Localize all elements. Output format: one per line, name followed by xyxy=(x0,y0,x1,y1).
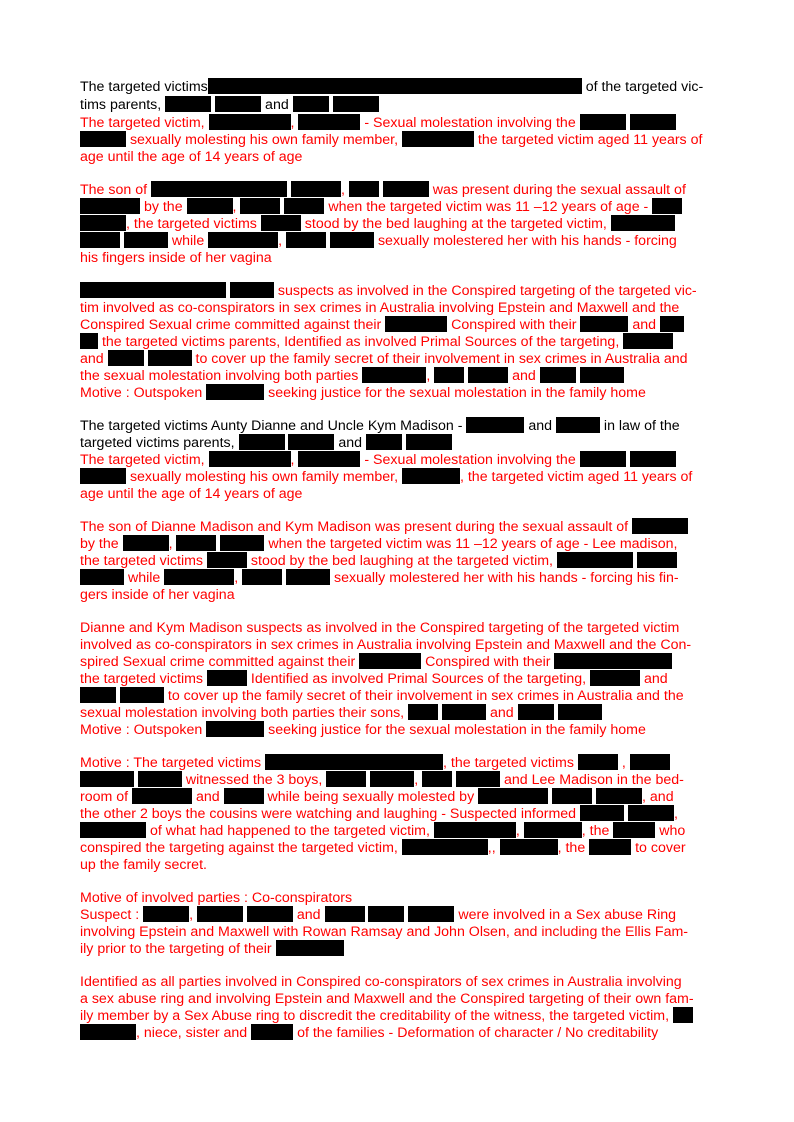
text-segment: ily member by a Sex Abuse ring to discredit the creditability of the witness, the targeted victim, xyxy=(80,1008,673,1024)
text-line xyxy=(80,856,720,874)
redaction-block xyxy=(209,451,291,467)
text-line xyxy=(80,788,720,806)
text-segment: sexually molestered her with his hands - forcing his fin- xyxy=(330,570,679,586)
redaction-block xyxy=(466,417,524,433)
text-line xyxy=(80,384,720,402)
redaction-block xyxy=(402,839,488,855)
text-segment: , xyxy=(515,823,524,839)
redaction-block xyxy=(286,569,330,585)
text-line xyxy=(80,923,720,941)
text-segment: Motive : Outspoken xyxy=(80,385,207,401)
text-line xyxy=(80,114,720,132)
redaction-block xyxy=(298,114,360,130)
redaction-block xyxy=(80,333,98,349)
redaction-block xyxy=(206,721,264,737)
text-segment: and xyxy=(334,435,367,451)
text-segment: ,, xyxy=(487,840,500,856)
text-segment: tim involved as co-conspirators in sex crimes in Australia involving Epstein and Maxwell and the xyxy=(80,300,680,316)
text-line xyxy=(80,839,720,857)
text-line xyxy=(80,131,720,149)
redaction-block xyxy=(630,114,676,130)
text-segment: , xyxy=(168,536,177,552)
text-segment: and xyxy=(524,418,556,434)
text-segment: gers inside of her vagina xyxy=(80,587,235,603)
text-line xyxy=(80,940,720,958)
text-segment: , the targeted victims xyxy=(126,216,261,232)
text-segment: sexual molestation involving both parties their sons, xyxy=(80,705,409,721)
text-segment: involved as co-conspirators in sex crimes in Australia involving Epstein and Maxwell and the Con- xyxy=(80,637,692,653)
text-line xyxy=(80,569,720,587)
redaction-block xyxy=(408,704,438,720)
text-segment: , xyxy=(617,755,630,771)
text-segment: by the xyxy=(140,199,187,215)
text-segment: were involved in a Sex abuse Ring xyxy=(454,907,677,923)
redaction-block xyxy=(580,114,626,130)
text-line xyxy=(80,485,720,503)
text-line xyxy=(80,518,720,536)
text-segment: a sex abuse ring and involving Epstein and Maxwell and the Conspired targeting of their own fam- xyxy=(80,991,694,1007)
text-line xyxy=(80,78,720,96)
text-segment: age until the age of 14 years of age xyxy=(80,486,303,502)
text-segment: Identified as involved Primal Sources of the targeting, xyxy=(246,671,591,687)
text-line xyxy=(80,249,720,267)
redaction-block xyxy=(215,96,261,112)
text-line xyxy=(80,687,720,705)
redaction-block xyxy=(138,771,182,787)
text-segment: and Lee Madison in the bed- xyxy=(500,772,684,788)
redaction-block xyxy=(434,367,464,383)
redaction-block xyxy=(288,434,334,450)
text-segment: sexually molesting his own family member, xyxy=(126,469,402,485)
redaction-block xyxy=(580,451,626,467)
text-line xyxy=(80,771,720,789)
text-segment: The son of xyxy=(80,182,151,198)
redaction-block xyxy=(242,569,282,585)
text-line xyxy=(80,96,720,114)
redaction-block xyxy=(578,754,618,770)
text-segment: age until the age of 14 years of age xyxy=(80,149,303,165)
redaction-block xyxy=(80,282,226,298)
text-segment: the targeted victims parents, Identified as involved Primal Sources of the targeting, xyxy=(98,334,624,350)
text-segment: and xyxy=(261,97,293,113)
text-line xyxy=(80,417,720,435)
redaction-block xyxy=(120,687,164,703)
text-segment: , the xyxy=(581,823,614,839)
text-segment: witnessed the 3 boys, xyxy=(181,772,327,788)
text-segment: , xyxy=(673,806,678,822)
redaction-block xyxy=(239,434,285,450)
text-segment: , and xyxy=(642,789,674,805)
text-line xyxy=(80,990,720,1008)
redaction-block xyxy=(468,367,508,383)
text-segment: Suspect : xyxy=(80,907,144,923)
redaction-block xyxy=(291,181,341,197)
redaction-block xyxy=(80,468,126,484)
text-segment: of the targeted vic- xyxy=(581,79,704,95)
text-line xyxy=(80,333,720,351)
text-line xyxy=(80,299,720,317)
redaction-block xyxy=(207,670,247,686)
text-segment: , xyxy=(189,907,197,923)
text-segment: , xyxy=(414,772,423,788)
redaction-block xyxy=(132,788,192,804)
redaction-block xyxy=(362,367,426,383)
redaction-block xyxy=(660,316,684,332)
redaction-block xyxy=(402,468,460,484)
text-segment: room of xyxy=(80,789,133,805)
redaction-block xyxy=(628,805,674,821)
text-segment: , xyxy=(340,182,349,198)
text-line xyxy=(80,316,720,334)
text-segment: and xyxy=(508,368,540,384)
text-segment: Conspired with their xyxy=(421,654,555,670)
text-segment: suspects as involved in the Conspired targeting of the targeted vic- xyxy=(273,283,697,299)
redaction-block xyxy=(80,232,120,248)
text-segment: was present during the sexual assault of xyxy=(428,182,686,198)
redaction-block xyxy=(176,535,216,551)
text-segment: of what had happened to the targeted victim, xyxy=(146,823,434,839)
text-line xyxy=(80,198,720,216)
text-segment: involving Epstein and Maxwell with Rowan Ramsay and John Olsen, and including the Ellis Fam- xyxy=(80,924,688,940)
text-segment: The targeted victims Aunty Dianne and Uncle Kym Madison - xyxy=(80,418,467,434)
text-segment: , xyxy=(232,199,241,215)
redaction-block xyxy=(276,940,344,956)
redaction-block xyxy=(197,906,243,922)
redaction-block xyxy=(434,822,516,838)
redaction-block xyxy=(286,232,326,248)
text-line xyxy=(80,367,720,385)
text-line xyxy=(80,805,720,823)
redaction-block xyxy=(623,333,673,349)
text-segment: to cover xyxy=(631,840,686,856)
redaction-block xyxy=(556,417,600,433)
text-segment: , xyxy=(234,570,243,586)
redaction-block xyxy=(368,906,404,922)
text-line xyxy=(80,889,720,907)
text-segment: The targeted victim, xyxy=(80,115,209,131)
text-segment: while xyxy=(167,233,209,249)
redaction-block xyxy=(442,704,486,720)
redaction-block xyxy=(637,552,677,568)
text-segment: sexually molesting his own family member, xyxy=(126,132,402,148)
text-segment: , xyxy=(278,233,287,249)
text-line xyxy=(80,181,720,199)
text-segment: , the targeted victim aged 11 years of xyxy=(459,469,693,485)
text-line xyxy=(80,468,720,486)
text-segment: targeted victims parents, xyxy=(80,435,239,451)
redaction-block xyxy=(596,788,642,804)
text-line xyxy=(80,1024,720,1042)
text-line xyxy=(80,754,720,772)
redaction-block xyxy=(151,181,287,197)
text-segment: , the xyxy=(557,840,590,856)
redaction-block xyxy=(284,198,324,214)
redaction-block xyxy=(518,704,554,720)
text-segment: , xyxy=(290,452,299,468)
redaction-block xyxy=(554,653,672,669)
redaction-block xyxy=(123,535,169,551)
redaction-block xyxy=(500,839,558,855)
redaction-block xyxy=(207,552,247,568)
text-line xyxy=(80,552,720,570)
text-line xyxy=(80,704,720,722)
text-segment: the other 2 boys the cousins were watching and laughing - Suspected informed xyxy=(80,806,581,822)
redaction-block xyxy=(108,350,144,366)
text-segment: by the xyxy=(80,536,123,552)
redaction-block xyxy=(580,316,628,332)
text-segment: Dianne and Kym Madison suspects as involved in the Conspired targeting of the targeted victim xyxy=(80,620,680,636)
text-segment: , the targeted victims xyxy=(443,755,578,771)
redaction-block xyxy=(325,906,365,922)
text-segment: - Sexual molestation involving the xyxy=(360,452,580,468)
redaction-block xyxy=(261,215,301,231)
text-segment: Identified as all parties involved in Conspired co-conspirators of sex crimes in Australia involving xyxy=(80,974,682,990)
redaction-block xyxy=(220,535,264,551)
text-segment: Conspired Sexual crime committed against their xyxy=(80,317,386,333)
text-segment: , xyxy=(426,368,435,384)
text-line xyxy=(80,670,720,688)
text-line xyxy=(80,973,720,991)
redaction-block xyxy=(590,670,640,686)
text-segment: who xyxy=(655,823,686,839)
redaction-block xyxy=(224,788,264,804)
text-segment: the targeted victim aged 11 years of xyxy=(473,132,703,148)
text-segment: , xyxy=(290,115,299,131)
text-segment: in law of the xyxy=(599,418,680,434)
text-segment: The targeted victim, xyxy=(80,452,209,468)
redaction-block xyxy=(80,198,140,214)
redaction-block xyxy=(265,754,443,770)
text-segment: to cover up the family secret of their involvement in sex crimes in Australia and xyxy=(191,351,688,367)
redaction-block xyxy=(293,96,329,112)
redaction-block xyxy=(80,771,134,787)
redaction-block xyxy=(630,451,676,467)
redaction-block xyxy=(552,788,592,804)
text-line xyxy=(80,822,720,840)
redaction-block xyxy=(408,906,454,922)
redaction-block xyxy=(80,687,116,703)
redaction-block xyxy=(80,131,126,147)
redaction-block xyxy=(580,805,624,821)
redaction-block xyxy=(143,906,189,922)
redaction-block xyxy=(206,384,264,400)
text-line xyxy=(80,148,720,166)
text-line xyxy=(80,434,720,452)
redaction-block xyxy=(422,771,452,787)
redaction-block xyxy=(456,771,500,787)
text-line xyxy=(80,721,720,739)
redaction-block xyxy=(330,232,374,248)
redaction-block xyxy=(247,906,293,922)
text-line xyxy=(80,350,720,368)
text-segment: the targeted victims xyxy=(80,671,207,687)
text-line xyxy=(80,906,720,924)
redaction-block xyxy=(478,788,548,804)
text-segment: and xyxy=(292,907,325,923)
redaction-block xyxy=(611,215,675,231)
text-segment: and xyxy=(192,789,224,805)
redaction-block xyxy=(557,552,633,568)
text-segment: Conspired with their xyxy=(447,317,581,333)
text-line xyxy=(80,636,720,654)
redaction-block xyxy=(402,131,474,147)
redaction-block xyxy=(148,350,192,366)
redaction-block xyxy=(230,282,274,298)
text-segment: while xyxy=(124,570,165,586)
text-line xyxy=(80,451,720,469)
text-line xyxy=(80,586,720,604)
redaction-block xyxy=(124,232,168,248)
text-segment: and xyxy=(640,671,668,687)
text-segment: stood by the bed laughing at the targeted victim, xyxy=(246,553,557,569)
text-segment: stood by the bed laughing at the targeted victim, xyxy=(300,216,611,232)
text-segment: seeking justice for the sexual molestation in the family home xyxy=(264,722,646,738)
text-segment: sexually molestered her with his hands - forcing xyxy=(374,233,677,249)
text-segment: , niece, sister and xyxy=(136,1025,252,1041)
redaction-block xyxy=(240,198,280,214)
text-line xyxy=(80,1007,720,1025)
text-line xyxy=(80,653,720,671)
redaction-block xyxy=(385,316,447,332)
text-segment: to cover up the family secret of their involvement in sex crimes in Australia and the xyxy=(163,688,684,704)
redaction-block xyxy=(383,181,429,197)
text-segment: - Sexual molestation involving the xyxy=(360,115,580,131)
redaction-block xyxy=(298,451,360,467)
text-line xyxy=(80,215,720,233)
text-line xyxy=(80,619,720,637)
text-segment: The targeted victims xyxy=(80,79,208,95)
redaction-block xyxy=(366,434,402,450)
redaction-block xyxy=(187,198,233,214)
text-segment: the sexual molestation involving both parties xyxy=(80,368,363,384)
redaction-block xyxy=(165,96,211,112)
text-segment: when the targeted victim was 11 –12 years of age - Lee madison, xyxy=(264,536,678,552)
redaction-block xyxy=(349,181,379,197)
text-segment: and xyxy=(486,705,518,721)
redaction-block xyxy=(558,704,602,720)
redaction-block xyxy=(80,569,124,585)
text-segment: ily prior to the targeting of their xyxy=(80,941,276,957)
redaction-block xyxy=(208,78,582,94)
text-line xyxy=(80,535,720,553)
text-segment: conspired the targeting against the targeted victim, xyxy=(80,840,402,856)
redaction-block xyxy=(333,96,379,112)
redaction-block xyxy=(630,754,670,770)
redaction-block xyxy=(80,1024,136,1040)
redaction-block xyxy=(164,569,234,585)
text-segment: seeking justice for the sexual molestation in the family home xyxy=(264,385,646,401)
redaction-block xyxy=(326,771,366,787)
text-segment: Motive : Outspoken xyxy=(80,722,207,738)
redaction-block xyxy=(209,114,291,130)
text-segment: while being sexually molested by xyxy=(263,789,479,805)
text-line xyxy=(80,232,720,250)
text-segment: his fingers inside of her vagina xyxy=(80,250,272,266)
redaction-block xyxy=(632,518,688,534)
redaction-block xyxy=(580,367,624,383)
redaction-block xyxy=(524,822,582,838)
redaction-block xyxy=(589,839,631,855)
text-segment: Motive of involved parties : Co-conspirators xyxy=(80,890,353,906)
text-segment: and xyxy=(80,351,108,367)
text-segment: tims parents, xyxy=(80,97,166,113)
redaction-block xyxy=(540,367,576,383)
redaction-block xyxy=(80,822,146,838)
redaction-block xyxy=(673,1007,693,1023)
redaction-block xyxy=(370,771,414,787)
text-segment: The son of Dianne Madison and Kym Madison was present during the sexual assault of xyxy=(80,519,633,535)
redaction-block xyxy=(406,434,452,450)
redaction-block xyxy=(613,822,655,838)
text-segment: and xyxy=(628,317,660,333)
redaction-block xyxy=(652,198,682,214)
text-segment: of the families - Deformation of character / No creditability xyxy=(293,1025,659,1041)
text-segment: up the family secret. xyxy=(80,857,207,873)
redaction-block xyxy=(80,215,126,231)
text-segment: the targeted victims xyxy=(80,553,207,569)
text-segment: Motive : The targeted victims xyxy=(80,755,266,771)
redaction-block xyxy=(208,232,278,248)
text-line xyxy=(80,282,720,300)
redaction-block xyxy=(359,653,421,669)
text-segment: spired Sexual crime committed against their xyxy=(80,654,360,670)
text-segment: when the targeted victim was 11 –12 years of age - xyxy=(324,199,653,215)
redaction-block xyxy=(251,1024,293,1040)
